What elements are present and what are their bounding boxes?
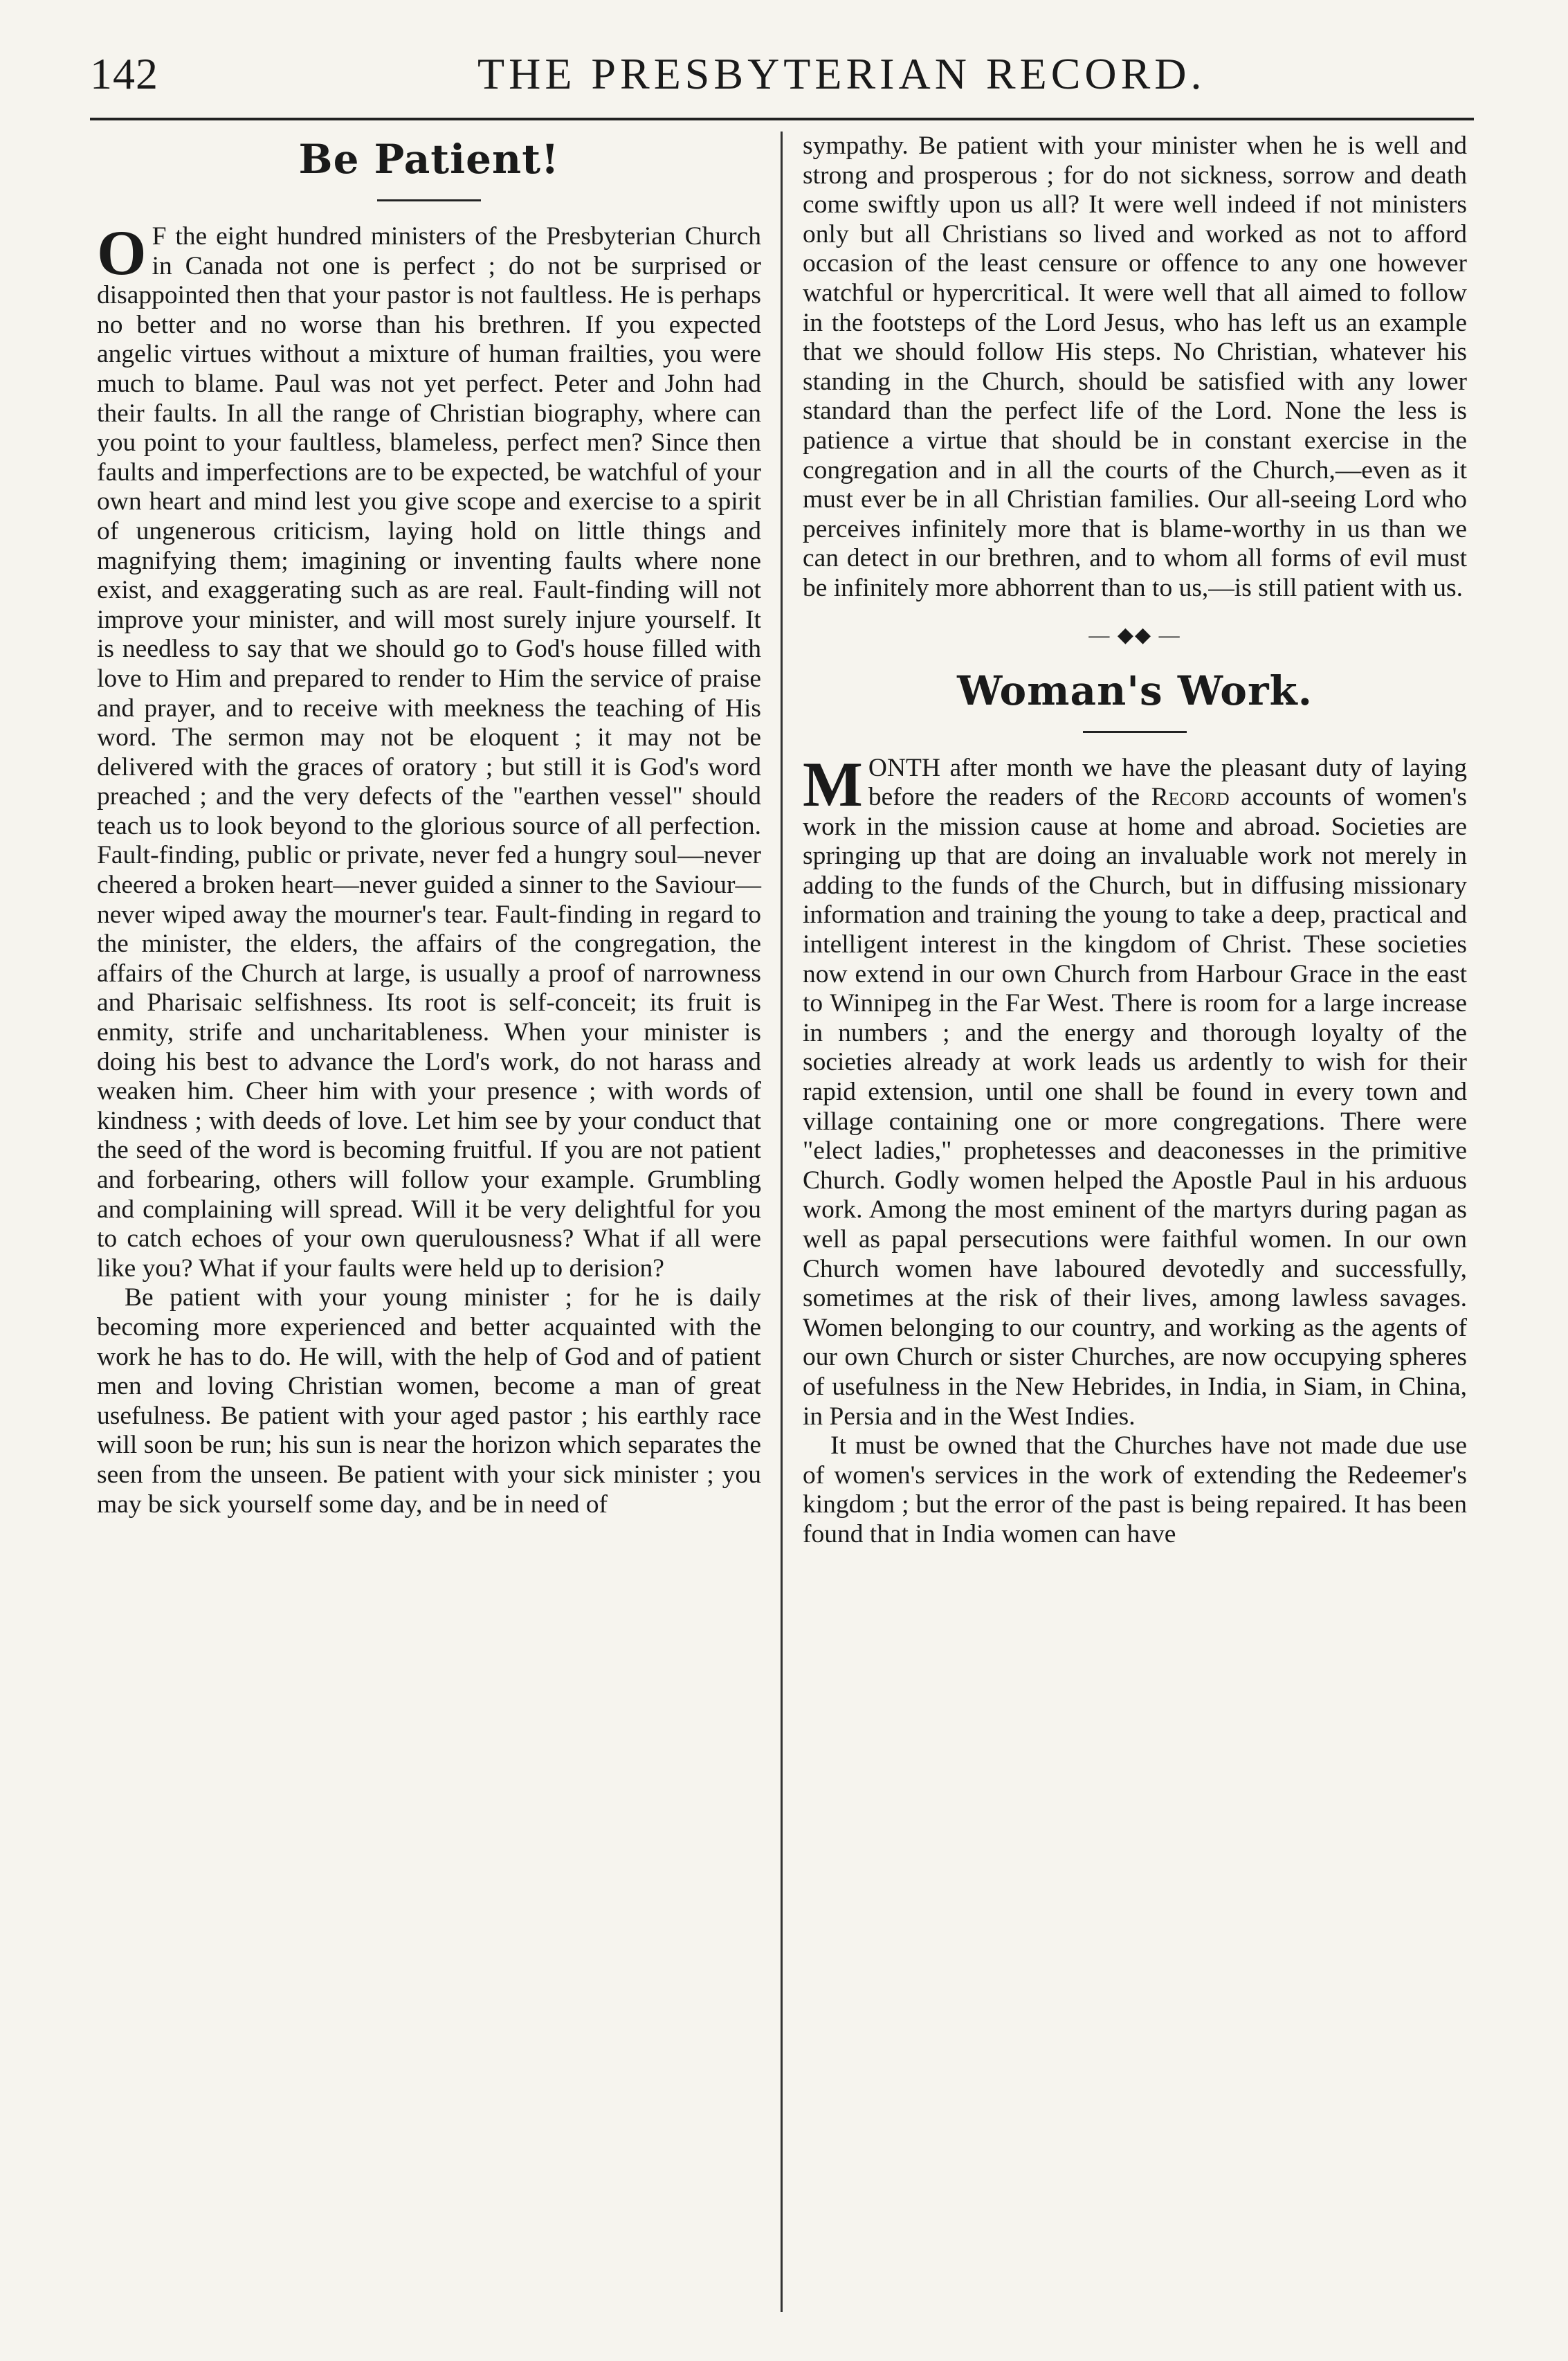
section-ornament: — ◆◆ — [1088, 623, 1181, 646]
article-paragraph [803, 748, 1467, 1432]
running-head: THE PRESBYTERIAN RECORD. [477, 49, 1206, 98]
title-rule [1083, 731, 1187, 733]
paragraph-text: F the eight hundred ministers of the Presbyterian Church in Canada not one is perfect ; do not be surprised or disappointed then that your pastor is not faultless. He is perhaps no better and no worse than his brethren. If you expected angelic virtues without a mixture of human frailties, you were much to blame. Paul was not yet perfect. Peter and John had their faults. In all the range of Christian biography, where can you point to your faultless, blameless, perfect men? Since then faults and imperfections are to be expected, be watchful of your own heart and mind lest you give scope and exercise to a spirit of ungenerous criticism, laying hold on little things and magnifying them; imagining or inventing faults where none exist, and exaggerating such as are real. Fault-finding will not improve your minister, and will most surely injure yourself. It is needless to say that we should go to God's house filled with love to Him and prepared to render to Him the service of praise and prayer, and to receive with meekness the teaching of His word. The sermon may not be eloquent ; it may not be delivered with the graces of oratory ; but still it is God's word preached ; and the very defects of the "earthen vessel" should teach us to look beyond to the glorious source of all perfection. Fault-finding, public or private, never fed a hungry soul—never cheered a broken heart—never guided a sinner to the Saviour—never wiped away the mourner's tear. Fault-finding in regard to the minister, the elders, the affairs of the congregation, the affairs of the Church at large, is usually a proof of narrowness and Pharisaic selfishness. Its root is self-conceit; its fruit is enmity, strife and uncharitableness. When your minister is doing his best to advance the Lord's work, do not harass and weaken him. Cheer him with your presence ; with words of kindness ; with deeds of love. Let him see by your conduct that the seed of the word is becoming fruitful. If you are not patient and forbearing, others will follow your example. Grumbling and complaining will spread. Will it be very delightful for you to catch echoes of your own querulousness? What if all were like you? What if your faults were held up to derision? [97, 222, 761, 1283]
paragraph-text: ONTH after month we have the pleasant duty of laying before the readers of the [868, 753, 1467, 812]
column-divider [781, 132, 783, 2312]
article-paragraph-continued: sympathy. Be patient with your minister when he is well and strong and prosperous ; for do not sickness, sorrow and death come swiftly upon us all? It were well indeed if not ministers only but all Christians so lived and worked as not to afford occasion of the least censure or offence to any one however watchful or hypercritical. It were well that all aimed to follow in the footsteps of the Lord Jesus, who has left us an example that we should follow His steps. No Christian, whatever his standing in the Church, should be satisfied with any lower standard than the perfect life of the Lord. None the less is patience a virtue that should be in constant exercise in the congregation and in all the courts of the Church,—even as it must ever be in all Christian families. Our all-seeing Lord who perceives infinitely more that is blame-worthy in us than we can detect in our brethren, and to whom all forms of evil must be infinitely more abhorrent than to us,—is still patient with us. [803, 132, 1467, 602]
paragraph-text: accounts of women's work in the mission cause at home and abroad. Societies are springing up that are doing an invaluable work not merely in adding to the funds of the Church, but in diffusing missionary information and training the young to take a deep, practical and intelligent interest in the kingdom of Christ. These societies now extend in our own Church from Harbour Grace in the east to Winnipeg in the Far West. There is room for a large increase in numbers ; and the energy and thorough loyalty of the societies already at work leads us ardently to wish for their rapid extension, until one shall be found in every town and village containing one or more congregations. There were "elect ladies," prophetesses and deaconesses in the primitive Church. Godly women helped the Apostle Paul in his arduous work. Among the most eminent of the martyrs during pagan as well as papal persecutions were faithful women. In our own Church women have laboured devotedly and successfully, sometimes at the risk of their lives, among lawless savages. Women belonging to our country, and working as the agents of our own Church or sister Churches, are now occupying spheres of usefulness in the New Hebrides, in India, in Siam, in China, in Persia and in the West Indies. [803, 783, 1467, 1431]
article-paragraph: Be patient with your young minister ; for he is daily becoming more experienced and better acquainted with the work he has to do. He will, with the help of God and of patient men and loving Christian women, become a man of great usefulness. Be patient with your aged pastor ; his earthly race will soon be run; his sun is near the horizon which separates the seen from the unseen. Be patient with your sick minister ; you may be sick yourself some day, and be in need of [97, 1283, 761, 1519]
article-paragraph [97, 217, 761, 1283]
drop-cap: O [97, 217, 147, 288]
article-title-be-patient: Be Patient! [298, 136, 560, 183]
left-column [97, 132, 761, 1519]
record-name: Record [1151, 783, 1230, 812]
right-column [803, 132, 1467, 1550]
drop-cap: M [803, 748, 863, 820]
page-number: 142 [90, 49, 158, 98]
article-title-womans-work: Woman's Work. [957, 667, 1313, 714]
header-rule [90, 118, 1474, 120]
title-rule [377, 199, 481, 201]
article-paragraph: It must be owned that the Churches have not made due use of women's services in the work of extending the Redeemer's kingdom ; but the error of the past is being repaired. It has been found that in India women can have [803, 1431, 1467, 1548]
page-header [90, 48, 1474, 125]
